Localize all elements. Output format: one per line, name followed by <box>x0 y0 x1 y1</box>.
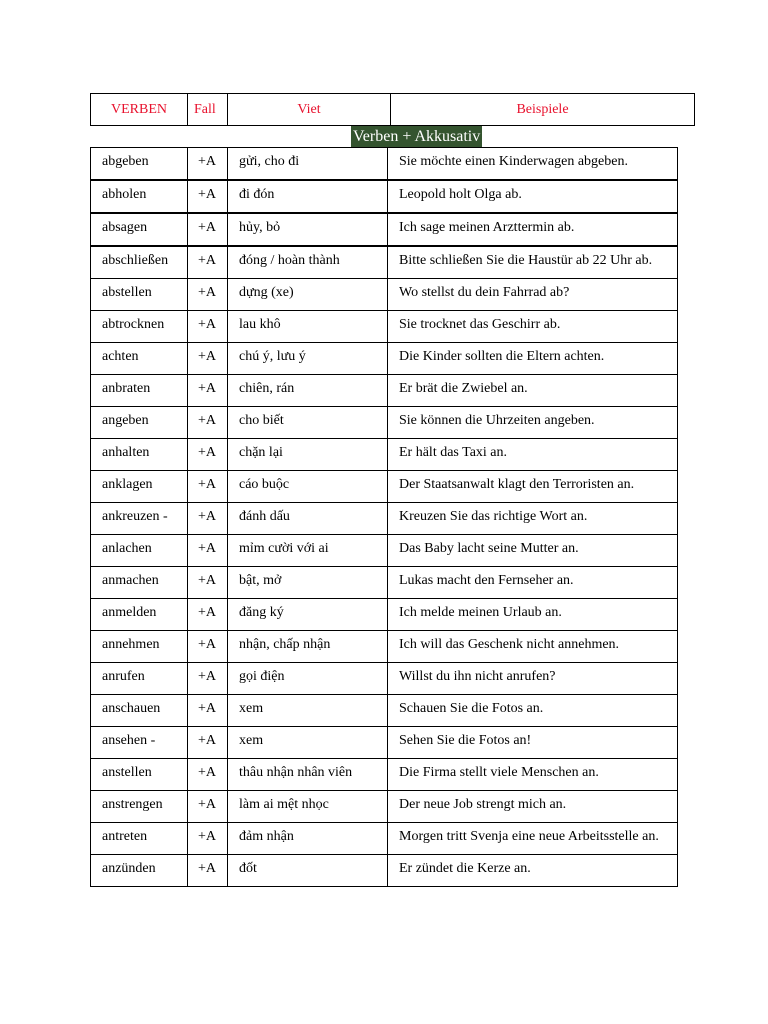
table-row <box>91 439 678 471</box>
verb-cell: ankreuzen - <box>91 503 188 535</box>
viet-cell: mỉm cười với ai <box>228 535 388 567</box>
viet-cell: lau khô <box>228 311 388 343</box>
table-row <box>91 311 678 343</box>
fall-cell: +A <box>188 791 228 823</box>
fall-cell: +A <box>188 759 228 791</box>
fall-cell: +A <box>188 439 228 471</box>
verb-table-body <box>91 148 678 887</box>
viet-cell: gọi điện <box>228 663 388 695</box>
table-row <box>91 791 678 823</box>
table-row <box>91 279 678 311</box>
example-cell: Der Staatsanwalt klagt den Terroristen an. <box>388 471 678 503</box>
verb-cell: anzünden <box>91 855 188 887</box>
verb-cell: abtrocknen <box>91 311 188 343</box>
fall-cell: +A <box>188 471 228 503</box>
viet-cell: xem <box>228 727 388 759</box>
verb-cell: abschließen <box>91 246 188 279</box>
verb-cell: anstellen <box>91 759 188 791</box>
viet-cell: đánh dấu <box>228 503 388 535</box>
header-verben: VERBEN <box>91 94 188 126</box>
verb-cell: antreten <box>91 823 188 855</box>
verb-cell: anmachen <box>91 567 188 599</box>
header-viet: Viet <box>228 94 391 126</box>
section-title: Verben + Akkusativ <box>353 128 481 145</box>
verb-cell: anhalten <box>91 439 188 471</box>
fall-cell: +A <box>188 407 228 439</box>
table-row <box>91 855 678 887</box>
verb-cell: angeben <box>91 407 188 439</box>
verb-cell: abstellen <box>91 279 188 311</box>
header-beispiele: Beispiele <box>391 94 695 126</box>
fall-cell: +A <box>188 279 228 311</box>
table-row <box>91 407 678 439</box>
table-row <box>91 695 678 727</box>
viet-cell: gửi, cho đi <box>228 148 388 181</box>
viet-cell: dựng (xe) <box>228 279 388 311</box>
verb-cell: annehmen <box>91 631 188 663</box>
viet-cell: xem <box>228 695 388 727</box>
verb-cell: abholen <box>91 180 188 213</box>
viet-cell: đóng / hoàn thành <box>228 246 388 279</box>
column-header-table <box>90 93 695 126</box>
example-cell: Ich sage meinen Arzttermin ab. <box>388 213 678 246</box>
table-row <box>91 599 678 631</box>
example-cell: Schauen Sie die Fotos an. <box>388 695 678 727</box>
viet-cell: làm ai mệt nhọc <box>228 791 388 823</box>
fall-cell: +A <box>188 567 228 599</box>
viet-cell: bật, mở <box>228 567 388 599</box>
example-cell: Lukas macht den Fernseher an. <box>388 567 678 599</box>
verb-cell: anlachen <box>91 535 188 567</box>
viet-cell: đăng ký <box>228 599 388 631</box>
fall-cell: +A <box>188 631 228 663</box>
example-cell: Er hält das Taxi an. <box>388 439 678 471</box>
verb-cell: achten <box>91 343 188 375</box>
fall-cell: +A <box>188 855 228 887</box>
table-row <box>91 503 678 535</box>
viet-cell: chú ý, lưu ý <box>228 343 388 375</box>
verb-cell: anbraten <box>91 375 188 407</box>
fall-cell: +A <box>188 213 228 246</box>
fall-cell: +A <box>188 503 228 535</box>
fall-cell: +A <box>188 599 228 631</box>
fall-cell: +A <box>188 343 228 375</box>
table-row <box>91 343 678 375</box>
table-row <box>91 180 678 213</box>
fall-cell: +A <box>188 663 228 695</box>
verb-cell: anstrengen <box>91 791 188 823</box>
fall-cell: +A <box>188 375 228 407</box>
viet-cell: thâu nhận nhân viên <box>228 759 388 791</box>
example-cell: Der neue Job strengt mich an. <box>388 791 678 823</box>
table-row <box>91 727 678 759</box>
fall-cell: +A <box>188 727 228 759</box>
example-cell: Sie können die Uhrzeiten angeben. <box>388 407 678 439</box>
table-row <box>91 631 678 663</box>
example-cell: Er zündet die Kerze an. <box>388 855 678 887</box>
example-cell: Ich will das Geschenk nicht annehmen. <box>388 631 678 663</box>
example-cell: Sie möchte einen Kinderwagen abgeben. <box>388 148 678 181</box>
fall-cell: +A <box>188 823 228 855</box>
fall-cell: +A <box>188 695 228 727</box>
viet-cell: chiên, rán <box>228 375 388 407</box>
header-fall: Fall <box>188 94 228 126</box>
fall-cell: +A <box>188 535 228 567</box>
fall-cell: +A <box>188 311 228 343</box>
viet-cell: đảm nhận <box>228 823 388 855</box>
viet-cell: nhận, chấp nhận <box>228 631 388 663</box>
table-row <box>91 148 678 181</box>
example-cell: Die Firma stellt viele Menschen an. <box>388 759 678 791</box>
fall-cell: +A <box>188 180 228 213</box>
verb-cell: anklagen <box>91 471 188 503</box>
header-row <box>91 94 695 126</box>
table-row <box>91 471 678 503</box>
example-cell: Das Baby lacht seine Mutter an. <box>388 535 678 567</box>
table-row <box>91 213 678 246</box>
example-cell: Sehen Sie die Fotos an! <box>388 727 678 759</box>
example-cell: Wo stellst du dein Fahrrad ab? <box>388 279 678 311</box>
verb-cell: anrufen <box>91 663 188 695</box>
viet-cell: cáo buộc <box>228 471 388 503</box>
viet-cell: đi đón <box>228 180 388 213</box>
example-cell: Sie trocknet das Geschirr ab. <box>388 311 678 343</box>
fall-cell: +A <box>188 246 228 279</box>
fall-cell: +A <box>188 148 228 181</box>
verb-cell: abgeben <box>91 148 188 181</box>
table-row <box>91 567 678 599</box>
verb-cell: absagen <box>91 213 188 246</box>
table-row <box>91 375 678 407</box>
verb-cell: anschauen <box>91 695 188 727</box>
example-cell: Die Kinder sollten die Eltern achten. <box>388 343 678 375</box>
verb-table <box>90 147 678 887</box>
viet-cell: cho biết <box>228 407 388 439</box>
example-cell: Leopold holt Olga ab. <box>388 180 678 213</box>
example-cell: Ich melde meinen Urlaub an. <box>388 599 678 631</box>
table-row <box>91 759 678 791</box>
verb-cell: ansehen - <box>91 727 188 759</box>
table-row <box>91 246 678 279</box>
table-row <box>91 663 678 695</box>
viet-cell: đốt <box>228 855 388 887</box>
example-cell: Kreuzen Sie das richtige Wort an. <box>388 503 678 535</box>
table-row <box>91 535 678 567</box>
verb-cell: anmelden <box>91 599 188 631</box>
example-cell: Bitte schließen Sie die Haustür ab 22 Uhr ab. <box>388 246 678 279</box>
example-cell: Morgen tritt Svenja eine neue Arbeitsstelle an. <box>388 823 678 855</box>
viet-cell: chặn lại <box>228 439 388 471</box>
example-cell: Willst du ihn nicht anrufen? <box>388 663 678 695</box>
table-row <box>91 823 678 855</box>
viet-cell: hủy, bỏ <box>228 213 388 246</box>
example-cell: Er brät die Zwiebel an. <box>388 375 678 407</box>
